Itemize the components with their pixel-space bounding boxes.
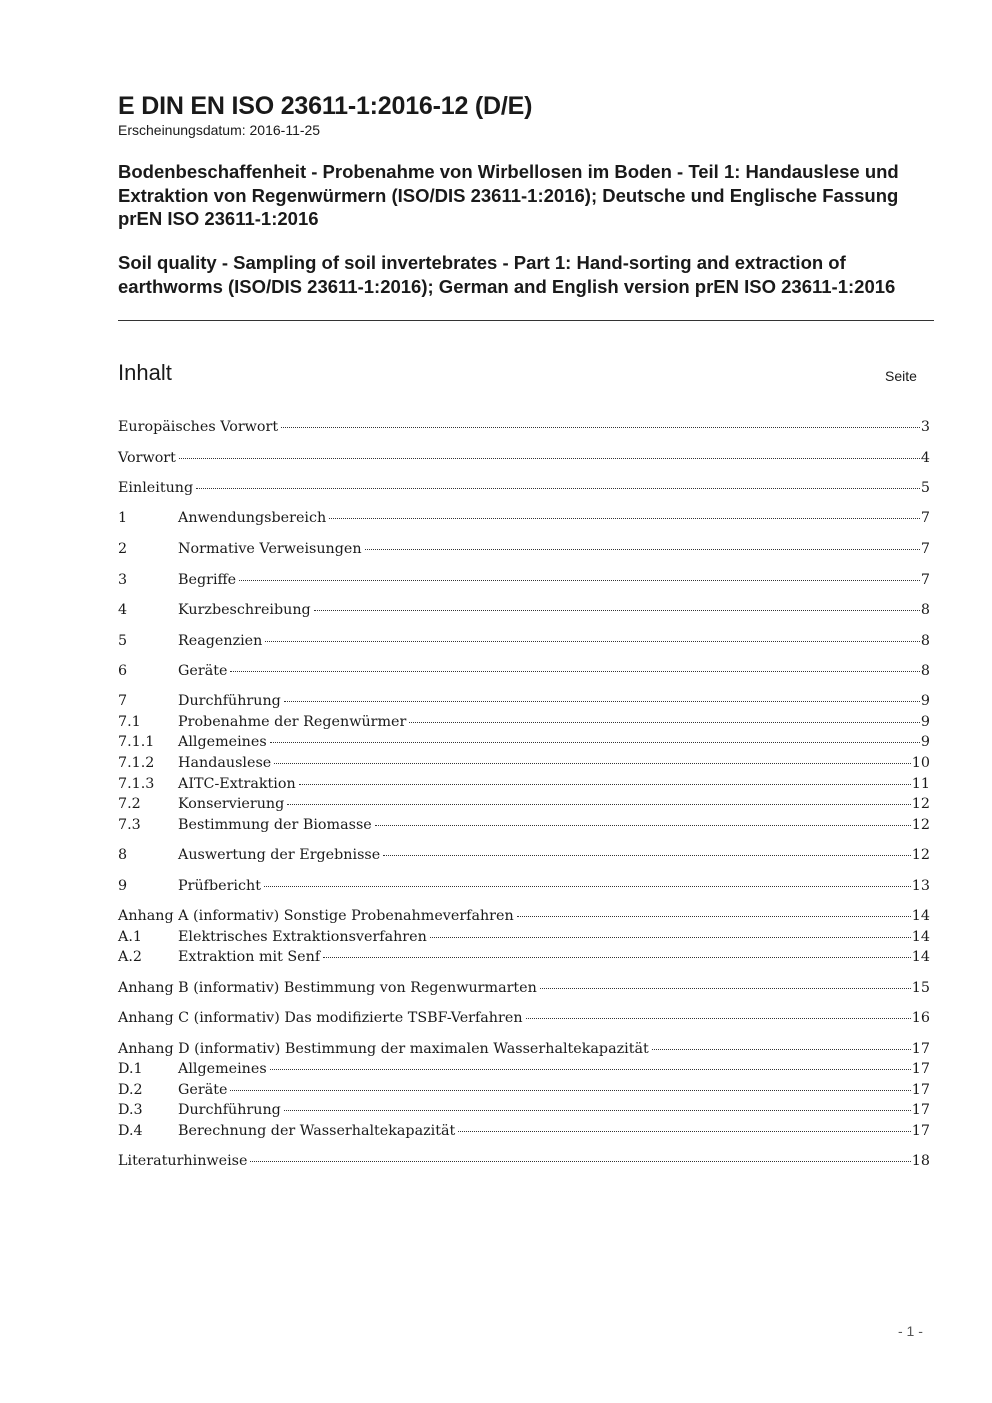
toc-entry-page: 5 [920,480,930,496]
toc-entry-title: Extraktion mit Senf [178,949,321,965]
toc-entry-number: 7.3 [118,817,141,833]
toc-dot-leader [458,1131,911,1132]
toc-entry-number: 6 [118,663,128,679]
toc-entry[interactable] [118,876,930,896]
toc-entry-page: 14 [911,908,930,924]
toc-dot-leader [265,641,920,642]
toc-entry[interactable] [118,539,930,559]
toc-dot-leader [230,671,919,672]
toc-entry-title: AITC-Extraktion [178,776,296,792]
toc-entry[interactable] [118,1059,930,1079]
toc-entry-title: Normative Verweisungen [178,541,362,557]
toc-entry-page: 3 [920,419,930,435]
toc-entry-number: 7.2 [118,796,141,812]
toc-entry[interactable] [118,508,930,528]
toc-entry-page: 12 [911,817,930,833]
toc-heading: Inhalt [118,360,172,385]
toc-entry-page: 12 [911,847,930,863]
toc-entry-page: 9 [920,693,930,709]
toc-dot-leader [230,1090,910,1091]
toc-entry-page: 14 [911,929,930,945]
toc-dot-leader [281,427,920,428]
toc-dot-leader [270,1069,911,1070]
toc-dot-leader [652,1049,911,1050]
toc-entry-page: 12 [911,796,930,812]
toc-entry-number: 7.1 [118,714,141,730]
toc-entry-title: Reagenzien [178,633,263,649]
toc-entry-title: Konservierung [178,796,285,812]
toc-dot-leader [284,701,920,702]
toc-entry-number: 9 [118,878,128,894]
toc-entry[interactable] [118,794,930,814]
toc-entry-page: 9 [920,734,930,750]
toc-entry-page: 18 [911,1153,930,1169]
toc-entry[interactable] [118,774,930,794]
toc-dot-leader [314,610,920,611]
toc-entry-title: Vorwort [118,450,176,466]
toc-entry-title: Literaturhinweise [118,1153,248,1169]
toc-entry-title: Allgemeines [178,1061,267,1077]
toc-entry-title: Allgemeines [178,734,267,750]
toc-entry-page: 7 [920,541,930,557]
toc-entry-title: Probenahme der Regenwürmer [178,714,407,730]
toc-entry[interactable] [118,906,930,926]
toc-entry-page: 15 [911,980,930,996]
toc-entry-page: 9 [920,714,930,730]
toc-entry-page: 17 [911,1102,930,1118]
toc-dot-leader [540,988,911,989]
toc-entry-number: 4 [118,602,128,618]
english-title: Soil quality - Sampling of soil invertebrates - Part 1: Hand-sorting and extraction of earthworms (ISO/DIS 23611-1:2016); German and English version prEN ISO 23611-1:2016 [118,252,896,297]
toc-page-column-label: Seite [885,368,917,384]
toc-dot-leader [274,763,911,764]
toc-dot-leader [299,784,911,785]
toc-entry-page: 17 [911,1082,930,1098]
toc-entry-number: 8 [118,847,128,863]
toc-entry-page: 17 [911,1061,930,1077]
toc-dot-leader [365,549,920,550]
toc-entry-page: 8 [920,602,930,618]
toc-entry-number: D.2 [118,1082,143,1098]
toc-entry-number: 7.1.1 [118,734,155,750]
toc-entry[interactable] [118,570,930,590]
toc-entry[interactable] [118,1151,930,1171]
toc-entry[interactable] [118,712,930,732]
table-of-contents [118,0,930,1403]
toc-dot-leader [250,1161,910,1162]
toc-dot-leader [179,458,920,459]
toc-dot-leader [430,937,911,938]
toc-entry[interactable] [118,1008,930,1028]
toc-dot-leader [270,742,920,743]
toc-entry[interactable] [118,661,930,681]
toc-entry[interactable] [118,845,930,865]
toc-entry-number: D.4 [118,1123,143,1139]
toc-entry-title: Durchführung [178,1102,281,1118]
toc-dot-leader [284,1110,911,1111]
toc-entry-title: Berechnung der Wasserhaltekapazität [178,1123,456,1139]
toc-entry[interactable] [118,753,930,773]
toc-entry[interactable] [118,478,930,498]
toc-entry-number: 7 [118,693,128,709]
toc-entry-number: A.1 [118,929,142,945]
toc-entry-page: 7 [920,510,930,526]
toc-entry-page: 10 [911,755,930,771]
toc-entry-title: Durchführung [178,693,281,709]
toc-entry[interactable] [118,732,930,752]
publication-date: Erscheinungsdatum: 2016-11-25 [118,122,321,138]
toc-dot-leader [517,916,911,917]
toc-entry-title: Anhang C (informativ) Das modifizierte TSBF-Verfahren [118,1010,523,1026]
toc-entry-title: Europäisches Vorwort [118,419,279,435]
toc-entry[interactable] [118,631,930,651]
toc-entry-title: Begriffe [178,572,237,588]
toc-entry[interactable] [118,947,930,967]
toc-dot-leader [329,518,920,519]
toc-dot-leader [409,722,920,723]
toc-dot-leader [196,488,920,489]
toc-entry-number: 7.1.3 [118,776,155,792]
toc-entry[interactable] [118,1121,930,1141]
toc-dot-leader [526,1018,911,1019]
toc-entry-page: 7 [920,572,930,588]
toc-entry-title: Prüfbericht [178,878,261,894]
toc-dot-leader [323,957,911,958]
toc-entry-title: Bestimmung der Biomasse [178,817,372,833]
toc-dot-leader [287,804,911,805]
page-number: - 1 - [898,1323,923,1339]
toc-entry[interactable] [118,1100,930,1120]
toc-entry-number: 5 [118,633,128,649]
toc-entry-page: 16 [911,1010,930,1026]
toc-entry-title: Anhang A (informativ) Sonstige Probenahmeverfahren [118,908,514,924]
toc-entry-page: 14 [911,949,930,965]
toc-entry-page: 13 [911,878,930,894]
toc-entry-number: 2 [118,541,128,557]
toc-dot-leader [375,825,911,826]
toc-entry[interactable] [118,815,930,835]
toc-entry-title: Auswertung der Ergebnisse [178,847,381,863]
document-title: E DIN EN ISO 23611-1:2016-12 (D/E) [118,92,533,120]
toc-entry[interactable] [118,1039,930,1059]
toc-entry-number: 7.1.2 [118,755,155,771]
toc-entry-page: 11 [911,776,930,792]
toc-entry-page: 17 [911,1123,930,1139]
toc-entry-number: 1 [118,510,128,526]
toc-entry-number: D.3 [118,1102,143,1118]
toc-entry[interactable] [118,691,930,711]
toc-entry[interactable] [118,927,930,947]
toc-entry-title: Geräte [178,663,228,679]
toc-dot-leader [264,886,911,887]
toc-entry-number: A.2 [118,949,142,965]
toc-entry[interactable] [118,417,930,437]
toc-entry-title: Elektrisches Extraktionsverfahren [178,929,427,945]
toc-entry-page: 17 [911,1041,930,1057]
toc-entry-title: Kurzbeschreibung [178,602,311,618]
toc-dot-leader [239,580,920,581]
toc-entry-title: Anhang D (informativ) Bestimmung der maximalen Wasserhaltekapazität [118,1041,649,1057]
toc-entry[interactable] [118,1080,930,1100]
toc-entry[interactable] [118,448,930,468]
toc-entry-title: Einleitung [118,480,194,496]
toc-entry-number: 3 [118,572,128,588]
toc-entry-page: 8 [920,663,930,679]
toc-entry-title: Anhang B (informativ) Bestimmung von Regenwurmarten [118,980,537,996]
toc-entry-title: Geräte [178,1082,228,1098]
toc-entry[interactable] [118,600,930,620]
toc-entry[interactable] [118,978,930,998]
german-title: Bodenbeschaffenheit - Probenahme von Wirbellosen im Boden - Teil 1: Handauslese und Extraktion von Regenwürmern (ISO/DIS 23611-1:2016); Deutsche und Englische Fassung prEN ISO 23611-1:2016 [118,161,899,229]
toc-entry-page: 8 [920,633,930,649]
toc-entry-title: Handauslese [178,755,272,771]
toc-entry-number: D.1 [118,1061,143,1077]
toc-entry-page: 4 [920,450,930,466]
toc-dot-leader [383,855,911,856]
toc-entry-title: Anwendungsbereich [178,510,327,526]
